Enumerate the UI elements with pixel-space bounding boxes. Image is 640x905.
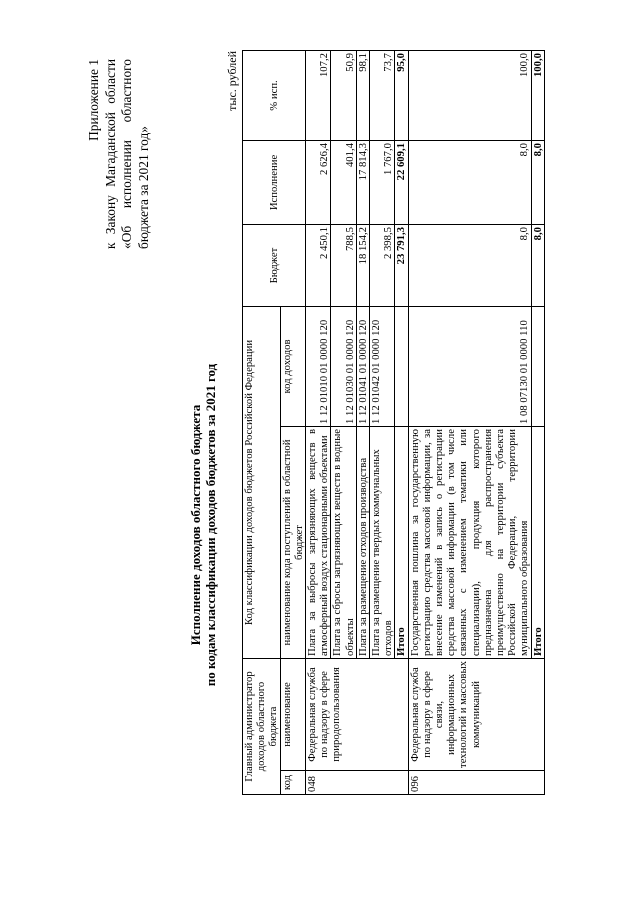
total-budget-cell: 23 791,3 <box>395 224 408 306</box>
header-percent: % исп. <box>243 50 306 140</box>
budget-cell: 788,5 <box>331 224 356 306</box>
execution-cell: 2 626,4 <box>306 140 331 224</box>
total-budget-cell: 8,0 <box>531 224 544 306</box>
percent-cell: 98,1 <box>356 50 369 140</box>
revenue-name-cell: Государственная пошлина за государственную регистрацию средства массовой информации, за внесение изменений в запись о регистрации средства массовой информации (в том числе связанных с изменением тематики или специализации), продукция которого предназначена для распространения преимущественно на территории субъекта Российской Федерации, территории муниципального образования <box>408 427 531 659</box>
percent-cell: 107,2 <box>306 50 331 140</box>
revenue-table <box>242 50 545 795</box>
header-classification: Код классификации доходов бюджетов Российской Федерации <box>243 306 281 658</box>
total-label-cell: Итого <box>531 427 544 659</box>
total-percent-cell: 100,0 <box>531 50 544 140</box>
admin-name-cell: Федеральная служба по надзору в сфере природопользования <box>306 659 409 771</box>
table-row <box>408 50 531 794</box>
execution-cell: 17 814,3 <box>356 140 369 224</box>
appendix-line-3: «Об исполнении областного <box>119 59 134 249</box>
header-execution: Исполнение <box>243 140 306 224</box>
title-line-1: Исполнение доходов областного бюджета <box>188 404 203 646</box>
appendix-line-2: к Закону Магаданской области <box>102 59 118 249</box>
header-row-1 <box>243 50 281 794</box>
header-budget: Бюджет <box>243 224 306 306</box>
document-title <box>188 295 218 755</box>
percent-cell: 100,0 <box>408 50 531 140</box>
revenue-name-cell: Плата за сбросы загрязняющих веществ в водные объекты <box>331 427 356 659</box>
revenue-name-cell: Плата за размещение отходов производства <box>356 427 369 659</box>
units-label: тыс. рублей <box>225 51 239 111</box>
total-execution-cell: 22 609,1 <box>395 140 408 224</box>
header-class-name: наименование кода поступлений в областной бюджет <box>280 427 305 659</box>
title-line-2: по кодам классификации доходов бюджетов за 2021 год <box>203 363 218 687</box>
execution-cell: 8,0 <box>408 140 531 224</box>
budget-cell: 8,0 <box>408 224 531 306</box>
header-admin: Главный администратор доходов областного бюджета <box>243 659 281 795</box>
revenue-code-cell: 1 08 07130 01 0000 110 <box>408 306 531 426</box>
revenue-code-cell: 1 12 01041 01 0000 120 <box>356 306 369 426</box>
revenue-code-cell: 1 12 01030 01 0000 120 <box>331 306 356 426</box>
budget-cell: 2 398,5 <box>370 224 395 306</box>
total-percent-cell: 95,0 <box>395 50 408 140</box>
percent-cell: 73,7 <box>370 50 395 140</box>
header-class-code: код доходов <box>280 306 305 426</box>
execution-cell: 401,4 <box>331 140 356 224</box>
admin-code-cell: 048 <box>306 771 409 795</box>
header-admin-name: наименование <box>280 659 305 771</box>
execution-cell: 1 767,0 <box>370 140 395 224</box>
table-row <box>306 50 331 794</box>
total-label-cell: Итого <box>395 427 408 659</box>
revenue-name-cell: Плата за размещение твердых коммунальных отходов <box>370 427 395 659</box>
revenue-code-cell: 1 12 01042 01 0000 120 <box>370 306 395 426</box>
empty-cell <box>395 306 408 426</box>
appendix-line-4: бюджета за 2021 год» <box>135 126 151 249</box>
empty-cell <box>531 306 544 426</box>
budget-cell: 18 154,2 <box>356 224 369 306</box>
admin-name-cell: Федеральная служба по надзору в сфере связи, информационных технологий и массовых коммуникаций <box>408 659 544 771</box>
budget-cell: 2 450,1 <box>306 224 331 306</box>
total-execution-cell: 8,0 <box>531 140 544 224</box>
revenue-name-cell: Плата за выбросы загрязняющих веществ в атмосферный воздух стационарными объектами <box>306 427 331 659</box>
header-admin-code: код <box>280 771 305 795</box>
percent-cell: 50,9 <box>331 50 356 140</box>
appendix-note <box>86 59 152 249</box>
admin-code-cell: 096 <box>408 771 544 795</box>
revenue-code-cell: 1 12 01010 01 0000 120 <box>306 306 331 426</box>
appendix-line-1: Приложение 1 <box>86 59 101 141</box>
